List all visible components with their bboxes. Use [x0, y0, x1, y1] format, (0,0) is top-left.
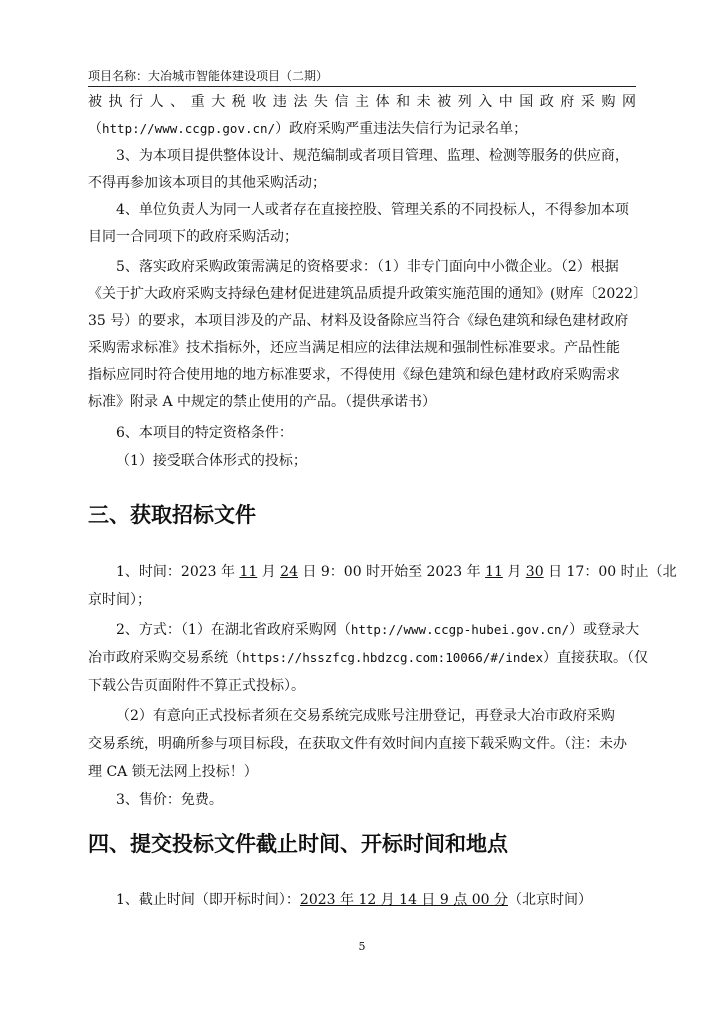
- req-item-6: 6、本项目的特定资格条件：: [116, 425, 293, 441]
- req-item-3-cont: 不得再参加该本项目的其他采购活动；: [88, 175, 326, 191]
- deadline-date: 2023 年 12 月 14 日 9 点 00 分: [299, 892, 508, 908]
- section-4-heading: 四、提交投标文件截止时间、开标时间和地点: [88, 831, 508, 856]
- page-header: [88, 68, 636, 87]
- deadline: 1、截止时间（即开标时间）：2023 年 12 月 14 日 9 点 00 分（北京时间）: [116, 892, 592, 908]
- section-3-heading: 三、获取招标文件: [88, 502, 256, 527]
- req-item-5-l4: 采购需求标准》技术指标外，还应当满足相应的法律法规和强制性标准要求。产品性能: [88, 340, 620, 356]
- req-item-5: 5、落实政府采购政策需满足的资格要求：（1）非专门面向中小微企业。（2）根据: [116, 259, 619, 275]
- acquire-time: 1、时间：2023 年 11 月 24 日 9：00 时开始至 2023 年 11 月 30 日 17：00 时止（北: [116, 564, 677, 580]
- req-item-3: 3、为本项目提供整体设计、规范编制或者项目管理、监理、检测等服务的供应商，: [116, 148, 629, 164]
- req-item-5-l3: 35 号）的要求，本项目涉及的产品、材料及设备除应当符合《绿色建筑和绿色建材政府: [88, 313, 629, 329]
- req-item-5-l5: 指标应同时符合使用地的地方标准要求，不得使用《绿色建筑和绿色建材政府采购需求: [88, 367, 620, 383]
- req-item-6-1: （1）接受联合体形式的投标；: [116, 453, 307, 469]
- hubei-ccgp-url: http://www.ccgp-hubei.gov.cn/: [350, 622, 570, 637]
- trading-system-url: https://hsszfcg.hbdzcg.com:10066/#/index: [242, 650, 544, 665]
- project-name: 项目名称：大冶城市智能体建设项目（二期）: [88, 69, 329, 83]
- register-note-l2: 交易系统，明确所参与项目标段，在获取文件有效时间内直接下载采购文件。（注：未办: [88, 736, 627, 752]
- acquire-method: 2、方式：（1）在湖北省政府采购网（http://www.ccgp-hubei.gov.cn/）或登录大: [116, 622, 640, 638]
- register-note-l3: 理 CA 锁无法网上投标！）: [88, 764, 258, 780]
- req-item-5-l2: 《关于扩大政府采购支持绿色建材促进建筑品质提升政策实施范围的通知》(财库〔2022〕: [88, 286, 648, 302]
- acquire-time-cont: 京时间）；: [88, 592, 151, 608]
- register-note: （2）有意向正式投标者须在交易系统完成账号注册登记，再登录大冶市政府采购: [116, 708, 615, 724]
- ccgp-url: http://www.ccgp.gov.cn/: [102, 121, 276, 136]
- req-line-1: 被执行人、重大税收违法失信主体和未被列入中国政府采购网: [88, 94, 636, 110]
- acquire-method-l2: 冶市政府采购交易系统（https://hsszfcg.hbdzcg.com:10066/#/index）直接获取。（仅: [88, 650, 649, 666]
- page-number: 5: [358, 940, 366, 953]
- req-item-4: 4、单位负责人为同一人或者存在直接控股、管理关系的不同投标人，不得参加本项: [116, 202, 629, 218]
- req-line-2: （http://www.ccgp.gov.cn/）政府采购严重违法失信行为记录名单；: [88, 121, 528, 137]
- req-item-4-cont: 目同一合同项下的政府采购活动；: [88, 229, 298, 245]
- acquire-method-l3: 下载公告页面附件不算正式投标）。: [88, 678, 305, 694]
- req-item-5-l6: 标准》附录 A 中规定的禁止使用的产品。（提供承诺书）: [88, 394, 437, 410]
- price: 3、售价：免费。: [116, 792, 223, 808]
